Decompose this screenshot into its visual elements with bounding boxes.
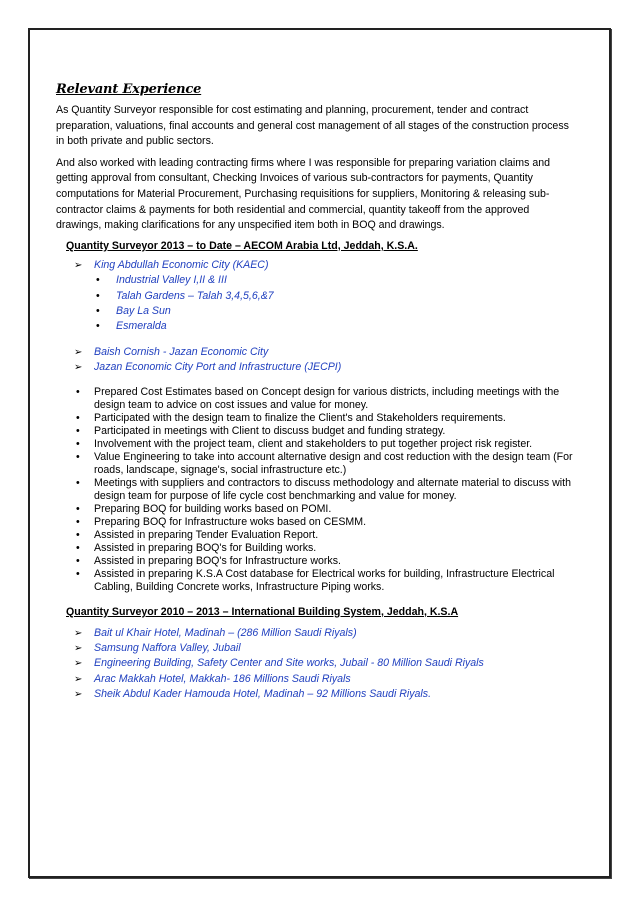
project-list	[74, 258, 576, 273]
duties-list	[74, 386, 576, 594]
subproject-label: Bay La Sun	[116, 304, 171, 317]
project-label: Baish Cornish - Jazan Economic City	[94, 345, 269, 358]
contracting-paragraph: And also worked with leading contracting firms where I was responsible for preparing variation claims and getting approval from consultant, Checking Invoices of various sub-contractors for payments, Quantity computations for Material Procurement, Purchasing requisitions for suppliers, Monitoring & releasing sub-contractor claims & payments for both residential and commercial, quantity takeoff from the approved drawings, making clarifications for any unspecified item both in BOQ and drawings.	[56, 156, 551, 232]
bullet-icon: •	[76, 437, 80, 450]
project-item	[74, 672, 576, 687]
arrow-bullet-icon: ➢	[74, 658, 83, 670]
arrow-bullet-icon: ➢	[74, 643, 83, 654]
duty-item	[74, 425, 576, 438]
bullet-icon: •	[76, 450, 80, 463]
duty-item	[74, 503, 576, 516]
duty-item	[74, 542, 576, 555]
summary-paragraph: As Quantity Surveyor responsible for cost estimating and planning, procurement, tender and contract preparation, valuations, final accounts and general cost management of all stages of the construction process in both private and public sectors.	[56, 104, 569, 148]
project-item	[74, 687, 576, 702]
bullet-icon: •	[76, 541, 80, 554]
job-title-aecom: Quantity Surveyor 2013 – to Date – AECOM Arabia Ltd, Jeddah, K.S.A.	[66, 239, 418, 252]
subproject-list	[94, 273, 576, 335]
subproject-label: Talah Gardens – Talah 3,4,5,6,&7	[116, 289, 274, 302]
bullet-icon: •	[76, 502, 80, 515]
project-list-2	[74, 345, 576, 376]
arrow-bullet-icon: ➢	[74, 627, 83, 639]
project-label: Samsung Naffora Valley, Jubail	[94, 642, 241, 654]
bullet-icon: •	[76, 385, 80, 398]
duty-item	[74, 386, 576, 412]
bullet-icon: •	[76, 476, 80, 489]
duty-item	[74, 438, 576, 451]
duty-text: Prepared Cost Estimates based on Concept design for various districts, including meetings with the design team to advice on cost issues and value for money.	[94, 385, 560, 411]
bullet-icon: •	[76, 567, 80, 580]
duty-text: Value Engineering to take into account alternative design and cost reduction with the design team (For roads, landscape, signage's, social infrastructure etc.)	[94, 450, 573, 476]
project-item	[74, 360, 576, 375]
duty-text: Assisted in preparing BOQ's for Building works.	[94, 541, 317, 554]
duty-item	[74, 451, 576, 477]
arrow-bullet-icon: ➢	[74, 673, 83, 685]
duty-text: Participated in meetings with Client to discuss budget and funding strategy.	[94, 424, 446, 437]
project-label: King Abdullah Economic City (KAEC)	[94, 258, 269, 271]
bullet-icon: •	[76, 528, 80, 541]
duty-item	[74, 568, 576, 594]
subproject-item	[94, 304, 576, 319]
bullet-icon: •	[76, 424, 80, 437]
duty-item	[74, 516, 576, 529]
subproject-item	[94, 289, 576, 304]
arrow-bullet-icon: ➢	[74, 362, 83, 374]
bullet-icon: •	[96, 304, 100, 317]
duty-item	[74, 555, 576, 568]
project-label: Engineering Building, Safety Center and Site works, Jubail - 80 Million Saudi Riyals	[94, 657, 484, 670]
duty-text: Assisted in preparing Tender Evaluation Report.	[94, 528, 319, 541]
bullet-icon: •	[76, 411, 80, 424]
arrow-bullet-icon: ➢	[74, 689, 83, 701]
subproject-label: Esmeralda	[116, 320, 167, 333]
job-title-ibs: Quantity Surveyor 2010 – 2013 – International Building System, Jeddah, K.S.A	[66, 605, 459, 618]
bullet-icon: •	[76, 515, 80, 528]
duty-item	[74, 477, 576, 503]
project-label: Jazan Economic City Port and Infrastructure (JECPI)	[94, 361, 342, 374]
subproject-item	[94, 273, 576, 288]
duty-text: Involvement with the project team, client and stakeholders to put together project risk register.	[94, 437, 533, 450]
duty-text: Participated with the design team to finalize the Client's and Stakeholders requirements.	[94, 411, 506, 424]
bullet-icon: •	[96, 274, 100, 287]
duty-text: Preparing BOQ for Infrastructure woks based on CESMM.	[94, 515, 367, 528]
subproject-label: Industrial Valley I,II & III	[116, 274, 227, 287]
duty-text: Meetings with suppliers and contractors to discuss methodology and alternate material to discuss with design team for purpose of life cycle cost benchmarking and value for money.	[94, 476, 571, 502]
project-label: Bait ul Khair Hotel, Madinah – (286 Million Saudi Riyals)	[94, 626, 357, 639]
arrow-bullet-icon: ➢	[74, 346, 83, 358]
project-item	[74, 626, 576, 641]
project-list-3	[74, 626, 576, 703]
arrow-bullet-icon: ➢	[74, 259, 83, 271]
project-item	[74, 641, 576, 656]
project-item	[74, 258, 576, 273]
section-title: Relevant Experience	[56, 82, 202, 97]
duty-text: Assisted in preparing K.S.A Cost database for Electrical works for building, Infrastructure Electrical Cabling, Building Concrete works, Infrastructure Piping works.	[94, 567, 555, 593]
project-item	[74, 656, 576, 671]
project-item	[74, 345, 576, 360]
project-label: Arac Makkah Hotel, Makkah- 186 Millions Saudi Riyals	[94, 672, 351, 685]
document-content	[56, 82, 576, 703]
duty-text: Preparing BOQ for building works based on POMI.	[94, 502, 332, 515]
project-label: Sheik Abdul Kader Hamouda Hotel, Madinah – 92 Millions Saudi Riyals.	[94, 688, 432, 701]
duty-item	[74, 529, 576, 542]
duty-text: Assisted in preparing BOQ's for Infrastructure works.	[94, 554, 341, 567]
bullet-icon: •	[96, 289, 100, 302]
bullet-icon: •	[76, 554, 80, 567]
duty-item	[74, 412, 576, 425]
bullet-icon: •	[96, 320, 100, 333]
subproject-item	[94, 319, 576, 334]
